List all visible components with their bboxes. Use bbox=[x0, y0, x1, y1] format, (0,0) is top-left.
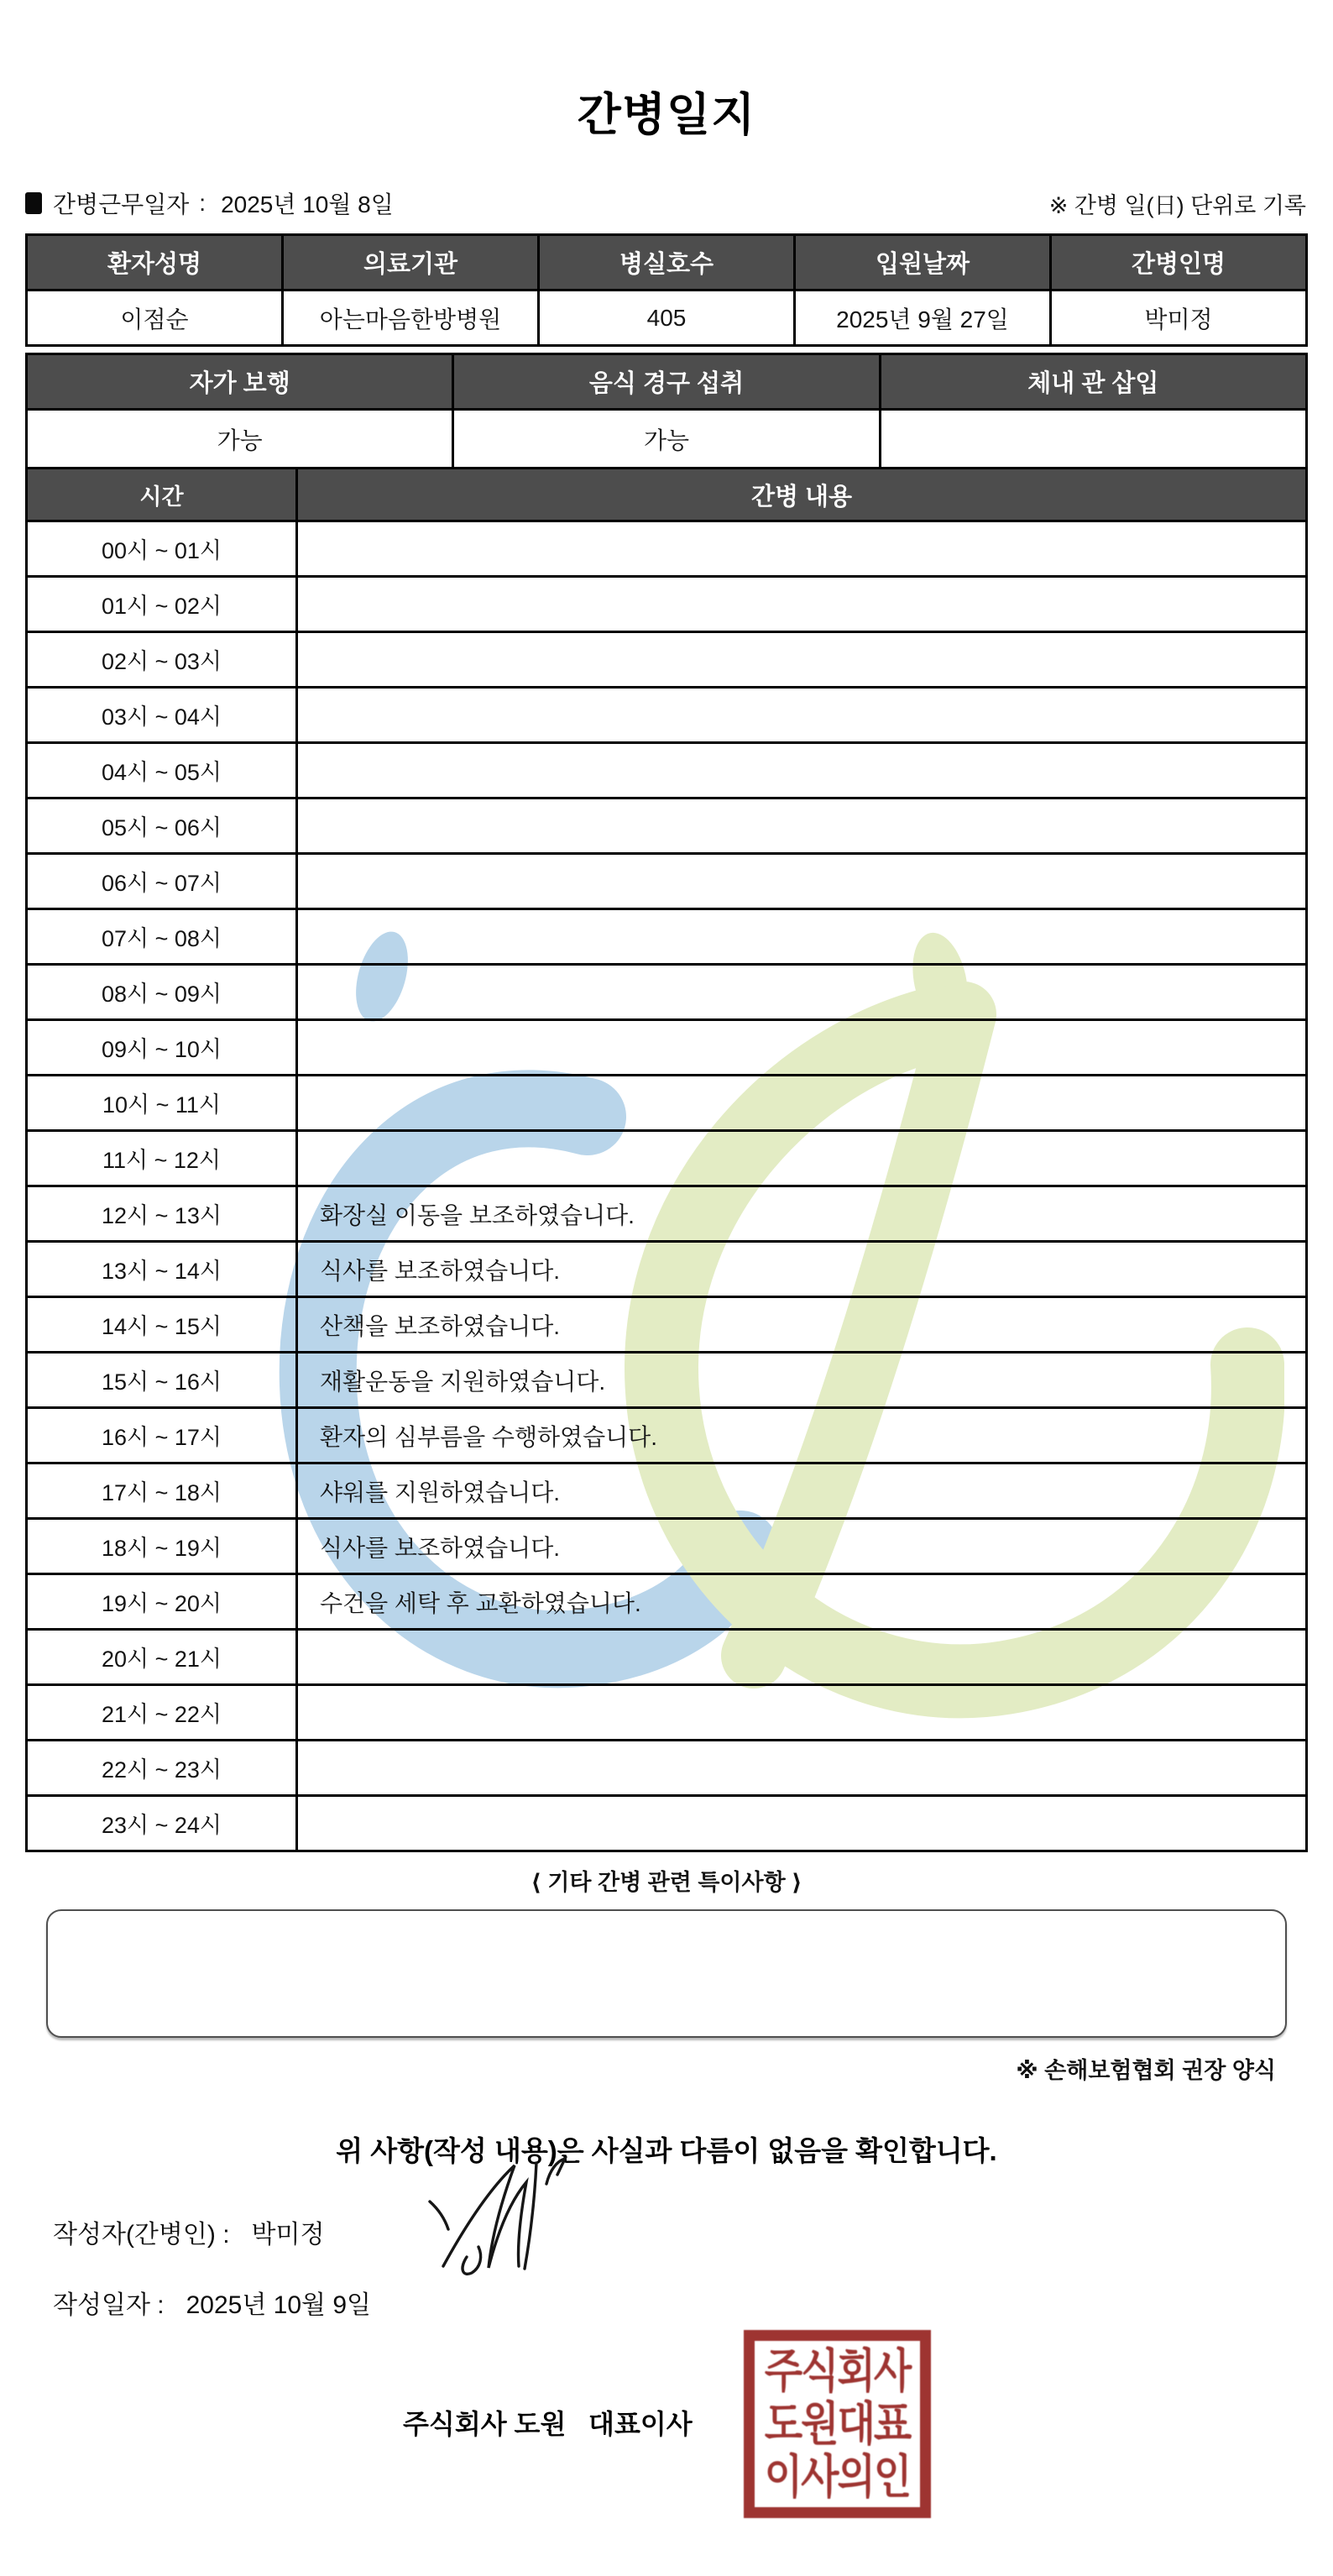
company-ceo-line: 주식회사 도원 대표이사 bbox=[403, 2409, 693, 2439]
corporate-seal-stamp bbox=[744, 2330, 931, 2518]
page-title: 간병일지 bbox=[577, 90, 756, 140]
table-value-row bbox=[27, 291, 1307, 346]
header-care-content: 간병 내용 bbox=[297, 469, 1307, 521]
care-content-cell bbox=[297, 1076, 1307, 1131]
time-slot-cell: 12시 ~ 13시 bbox=[27, 1186, 297, 1242]
care-content-cell bbox=[297, 632, 1307, 688]
time-slot-cell: 11시 ~ 12시 bbox=[27, 1131, 297, 1186]
header-admission-date: 입원날짜 bbox=[795, 235, 1051, 291]
care-content-cell bbox=[297, 798, 1307, 854]
table-row bbox=[27, 743, 1307, 798]
care-content-cell bbox=[297, 909, 1307, 965]
care-content-cell: 샤워를 지원하였습니다. bbox=[297, 1463, 1307, 1519]
care-content-cell: 환자의 심부름을 수행하였습니다. bbox=[297, 1408, 1307, 1463]
header-patient-name: 환자성명 bbox=[27, 235, 283, 291]
time-slot-cell: 03시 ~ 04시 bbox=[27, 688, 297, 743]
table-row bbox=[27, 577, 1307, 632]
time-slot-cell: 10시 ~ 11시 bbox=[27, 1076, 297, 1131]
table-row bbox=[27, 798, 1307, 854]
table-row bbox=[27, 965, 1307, 1020]
table-row bbox=[27, 521, 1307, 577]
writer-line bbox=[53, 2213, 324, 2250]
self-walking-value: 가능 bbox=[27, 410, 453, 469]
table-row bbox=[27, 1463, 1307, 1519]
care-content-cell bbox=[297, 1741, 1307, 1796]
time-slot-cell: 18시 ~ 19시 bbox=[27, 1519, 297, 1574]
write-date-value: 2025년 10월 9일 bbox=[186, 2291, 371, 2319]
table-row bbox=[27, 1353, 1307, 1408]
care-content-cell bbox=[297, 521, 1307, 577]
care-content-cell bbox=[297, 1020, 1307, 1076]
table-row bbox=[27, 1076, 1307, 1131]
admission-date-value: 2025년 9월 27일 bbox=[795, 291, 1051, 346]
header-caregiver-name: 간병인명 bbox=[1051, 235, 1307, 291]
table-row bbox=[27, 1630, 1307, 1685]
time-slot-cell: 05시 ~ 06시 bbox=[27, 798, 297, 854]
time-slot-cell: 16시 ~ 17시 bbox=[27, 1408, 297, 1463]
care-content-cell: 산책을 보조하였습니다. bbox=[297, 1297, 1307, 1353]
patient-status-table bbox=[25, 353, 1308, 469]
header-self-walking: 자가 보행 bbox=[27, 354, 453, 410]
work-date-separator: : bbox=[199, 190, 206, 216]
form-note: ※ 손해보험협회 권장 양식 bbox=[1016, 2058, 1276, 2083]
work-date-value: 2025년 10월 8일 bbox=[221, 191, 394, 217]
care-log-table bbox=[25, 467, 1308, 1852]
time-slot-cell: 06시 ~ 07시 bbox=[27, 854, 297, 909]
care-content-cell: 식사를 보조하였습니다. bbox=[297, 1519, 1307, 1574]
care-content-cell bbox=[297, 965, 1307, 1020]
time-slot-cell: 21시 ~ 22시 bbox=[27, 1685, 297, 1741]
notes-box bbox=[46, 1909, 1287, 2038]
table-row bbox=[27, 1685, 1307, 1741]
time-slot-cell: 01시 ~ 02시 bbox=[27, 577, 297, 632]
time-slot-cell: 07시 ~ 08시 bbox=[27, 909, 297, 965]
write-date-label: 작성일자 : bbox=[53, 2291, 165, 2319]
care-table-body bbox=[27, 521, 1307, 1851]
work-date-line bbox=[25, 186, 394, 220]
table-row bbox=[27, 1020, 1307, 1076]
header-room-number: 병실호수 bbox=[539, 235, 795, 291]
handwritten-signature bbox=[416, 2149, 575, 2280]
work-date-label: 간병근무일자 bbox=[53, 191, 190, 217]
unit-note: ※ 간병 일(日) 단위로 기록 bbox=[1048, 193, 1306, 218]
seal-text-row: 주식회사 bbox=[764, 2343, 911, 2397]
time-slot-cell: 23시 ~ 24시 bbox=[27, 1796, 297, 1851]
table-row bbox=[27, 1408, 1307, 1463]
care-content-cell: 식사를 보조하였습니다. bbox=[297, 1242, 1307, 1297]
seal-text-row: 이사의인 bbox=[764, 2450, 911, 2503]
care-content-cell bbox=[297, 854, 1307, 909]
time-slot-cell: 17시 ~ 18시 bbox=[27, 1463, 297, 1519]
table-row bbox=[27, 688, 1307, 743]
time-slot-cell: 14시 ~ 15시 bbox=[27, 1297, 297, 1353]
patient-info-table bbox=[25, 233, 1308, 347]
care-content-cell bbox=[297, 1630, 1307, 1685]
table-row bbox=[27, 1796, 1307, 1851]
header-time: 시간 bbox=[27, 469, 297, 521]
confirmation-statement: 위 사항(작성 내용)은 사실과 다름이 없음을 확인합니다. bbox=[336, 2135, 997, 2166]
time-slot-cell: 08시 ~ 09시 bbox=[27, 965, 297, 1020]
writer-name: 박미정 bbox=[251, 2221, 325, 2249]
room-number-value: 405 bbox=[539, 291, 795, 346]
care-content-cell bbox=[297, 1131, 1307, 1186]
time-slot-cell: 20시 ~ 21시 bbox=[27, 1630, 297, 1685]
care-content-cell bbox=[297, 743, 1307, 798]
table-row bbox=[27, 909, 1307, 965]
caregiver-name-value: 박미정 bbox=[1051, 291, 1307, 346]
table-header-row bbox=[27, 235, 1307, 291]
patient-name-value: 이점순 bbox=[27, 291, 283, 346]
bullet-square-icon bbox=[25, 192, 42, 214]
write-date-line bbox=[53, 2284, 371, 2321]
table-row bbox=[27, 1131, 1307, 1186]
table-header-row bbox=[27, 469, 1307, 521]
care-content-cell: 재활운동을 지원하였습니다. bbox=[297, 1353, 1307, 1408]
oral-intake-value: 가능 bbox=[453, 410, 880, 469]
table-header-row bbox=[27, 354, 1307, 410]
header-medical-institution: 의료기관 bbox=[283, 235, 539, 291]
time-slot-cell: 00시 ~ 01시 bbox=[27, 521, 297, 577]
care-content-cell: 화장실 이동을 보조하였습니다. bbox=[297, 1186, 1307, 1242]
table-row bbox=[27, 1574, 1307, 1630]
meta-row bbox=[25, 186, 1306, 220]
care-content-cell bbox=[297, 1796, 1307, 1851]
care-content-cell bbox=[297, 688, 1307, 743]
care-content-cell bbox=[297, 1685, 1307, 1741]
time-slot-cell: 04시 ~ 05시 bbox=[27, 743, 297, 798]
table-value-row bbox=[27, 410, 1307, 469]
header-internal-tube: 체내 관 삽입 bbox=[880, 354, 1306, 410]
writer-label: 작성자(간병인) : bbox=[53, 2221, 230, 2249]
time-slot-cell: 15시 ~ 16시 bbox=[27, 1353, 297, 1408]
seal-text-row: 도원대표 bbox=[764, 2397, 911, 2450]
table-row bbox=[27, 1297, 1307, 1353]
time-slot-cell: 19시 ~ 20시 bbox=[27, 1574, 297, 1630]
time-slot-cell: 09시 ~ 10시 bbox=[27, 1020, 297, 1076]
table-row bbox=[27, 1186, 1307, 1242]
care-content-cell: 수건을 세탁 후 교환하였습니다. bbox=[297, 1574, 1307, 1630]
time-slot-cell: 02시 ~ 03시 bbox=[27, 632, 297, 688]
time-slot-cell: 13시 ~ 14시 bbox=[27, 1242, 297, 1297]
internal-tube-value bbox=[880, 410, 1306, 469]
table-row bbox=[27, 632, 1307, 688]
table-row bbox=[27, 1741, 1307, 1796]
table-row bbox=[27, 1242, 1307, 1297]
header-oral-intake: 음식 경구 섭취 bbox=[453, 354, 880, 410]
medical-institution-value: 아는마음한방병원 bbox=[283, 291, 539, 346]
table-row bbox=[27, 1519, 1307, 1574]
notes-heading: ⟨ 기타 간병 관련 특이사항 ⟩ bbox=[531, 1870, 802, 1895]
care-content-cell bbox=[297, 577, 1307, 632]
time-slot-cell: 22시 ~ 23시 bbox=[27, 1741, 297, 1796]
table-row bbox=[27, 854, 1307, 909]
